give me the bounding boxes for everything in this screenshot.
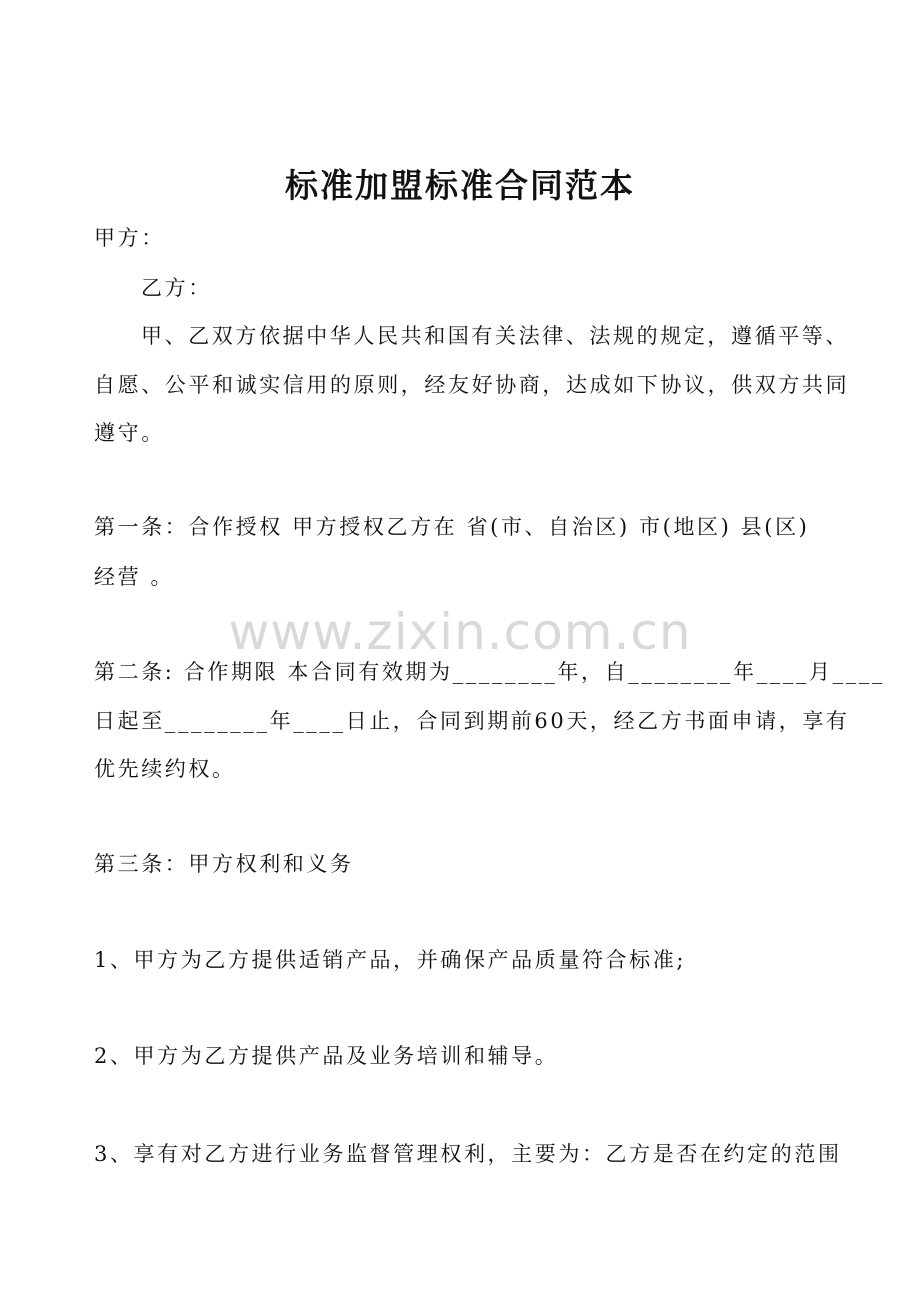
article-1-line-2: 经营 。 (94, 565, 175, 589)
party-b-label: 乙方： (141, 276, 212, 300)
article-3-item-2: 2、甲方为乙方提供产品及业务培训和辅导。 (94, 1044, 559, 1068)
article-3-heading: 第三条：甲方权利和义务 (94, 852, 354, 876)
watermark-text: www.zixin.com.cn (228, 603, 692, 661)
article-2-line-2: 日起至________年____日止，合同到期前60天，经乙方书面申请，享有 (94, 709, 850, 733)
article-1-line-1: 第一条：合作授权 甲方授权乙方在 省(市、自治区) 市(地区) 县(区) (94, 515, 810, 539)
article-3-item-3: 3、享有对乙方进行业务监督管理权利，主要为：乙方是否在约定的范围 (94, 1142, 842, 1166)
article-3-item-1: 1、甲方为乙方提供适销产品，并确保产品质量符合标准; (94, 948, 687, 972)
party-a-label: 甲方： (94, 226, 165, 250)
document-title: 标准加盟标准合同范本 (285, 166, 635, 205)
preamble-line-2: 自愿、公平和诚实信用的原则，经友好协商，达成如下协议，供双方共同 (94, 373, 850, 397)
article-2-line-3: 优先续约权。 (94, 757, 236, 781)
article-2-line-1: 第二条: 合作期限 本合同有效期为________年，自________年____月____ (94, 660, 886, 684)
preamble-line-3: 遵守。 (94, 421, 165, 445)
preamble-line-1: 甲、乙双方依据中华人民共和国有关法律、法规的规定，遵循平等、 (141, 324, 849, 348)
